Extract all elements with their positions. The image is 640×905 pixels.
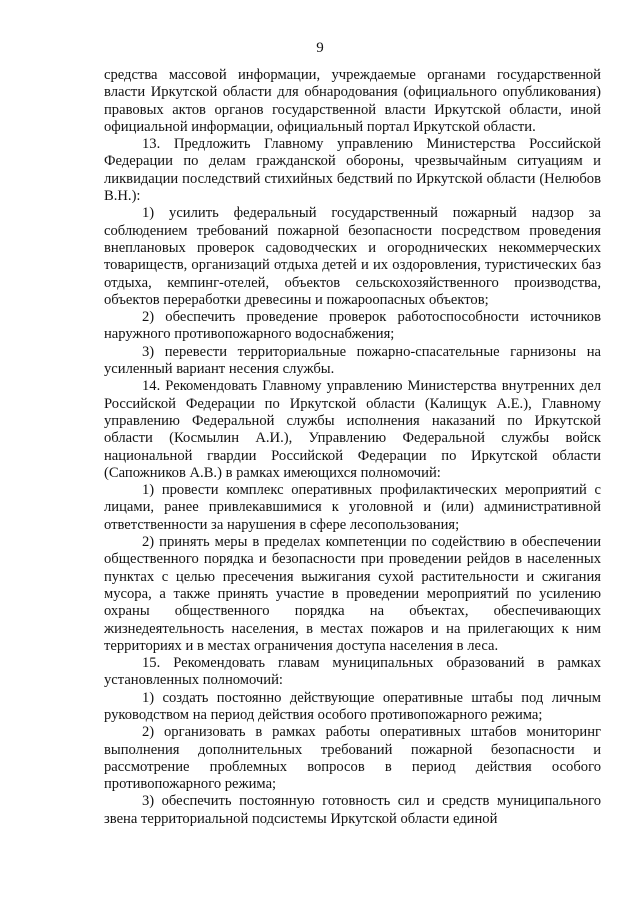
paragraph-15-item-3: 3) обеспечить постоянную готовность сил и средств муниципального звена территориальной подсистемы Иркутской области единой: [104, 793, 601, 827]
paragraph-media-continuation: средства массовой информации, учреждаемые органами государственной власти Иркутской области для обнародования (официального опубликования) правовых актов органов государственной власти Иркутской области, иной официальной информации, официальный портал Иркутской области.: [104, 67, 601, 135]
paragraph-15-item-2: 2) организовать в рамках работы оперативных штабов мониторинг выполнения дополнительных требований пожарной безопасности и рассмотрение проблемных вопросов в период действия особого противопожарного режима;: [104, 724, 601, 793]
page-number: 9: [316, 40, 324, 56]
paragraph-14-item-2: 2) принять меры в пределах компетенции по содействию в обеспечении общественного порядка и безопасности при проведении рейдов в населенных пунктах с целью пресечения выжигания сухой растительности и сжигания мусора, а также принять участие в проведении мероприятий по усилению охраны общественного порядка на объектах, обеспечивающих жизнедеятельность населения, в местах пожаров и на прилегающих к ним территориях и в местах ограничения доступа населения в леса.: [104, 534, 601, 654]
paragraph-13: 13. Предложить Главному управлению Министерства Российской Федерации по делам гражданской обороны, чрезвычайным ситуациям и ликвидации последствий стихийных бедствий по Иркутской области (Нелюбов В.Н.):: [104, 136, 601, 205]
paragraph-15: 15. Рекомендовать главам муниципальных образований в рамках установленных полномочий:: [104, 655, 601, 689]
paragraph-13-item-2: 2) обеспечить проведение проверок работоспособности источников наружного противопожарного водоснабжения;: [104, 309, 601, 343]
paragraph-14: 14. Рекомендовать Главному управлению Министерства внутренних дел Российской Федерации по Иркутской области (Калищук А.Е.), Главному управлению Федеральной службы исполнения наказаний по Иркутской области (Космылин А.И.), Управлению Федеральной службы войск национальной гвардии Российской Федерации по Иркутской области (Сапожников А.В.) в рамках имеющихся полномочий:: [104, 378, 601, 481]
paragraph-14-item-1: 1) провести комплекс оперативных профилактических мероприятий с лицами, ранее привлекавшимися к уголовной и (или) административной ответственности за нарушения в сфере лесопользования;: [104, 482, 601, 533]
paragraph-13-item-3: 3) перевести территориальные пожарно-спасательные гарнизоны на усиленный вариант несения службы.: [104, 343, 601, 378]
paragraph-13-item-1: 1) усилить федеральный государственный пожарный надзор за соблюдением требований пожарной безопасности посредством проведения внеплановых проверок садоводческих и огороднических некоммерческих товариществ, организаций отдыха детей и их оздоровления, туристических баз отдыха, кемпинг-отелей, объектов сельскохозяйственного производства, объектов переработки древесины и пожароопасных объектов;: [104, 205, 601, 308]
document-body: [104, 67, 601, 828]
paragraph-15-item-1: 1) создать постоянно действующие оперативные штабы под личным руководством на период действия особого противопожарного режима;: [104, 689, 601, 723]
